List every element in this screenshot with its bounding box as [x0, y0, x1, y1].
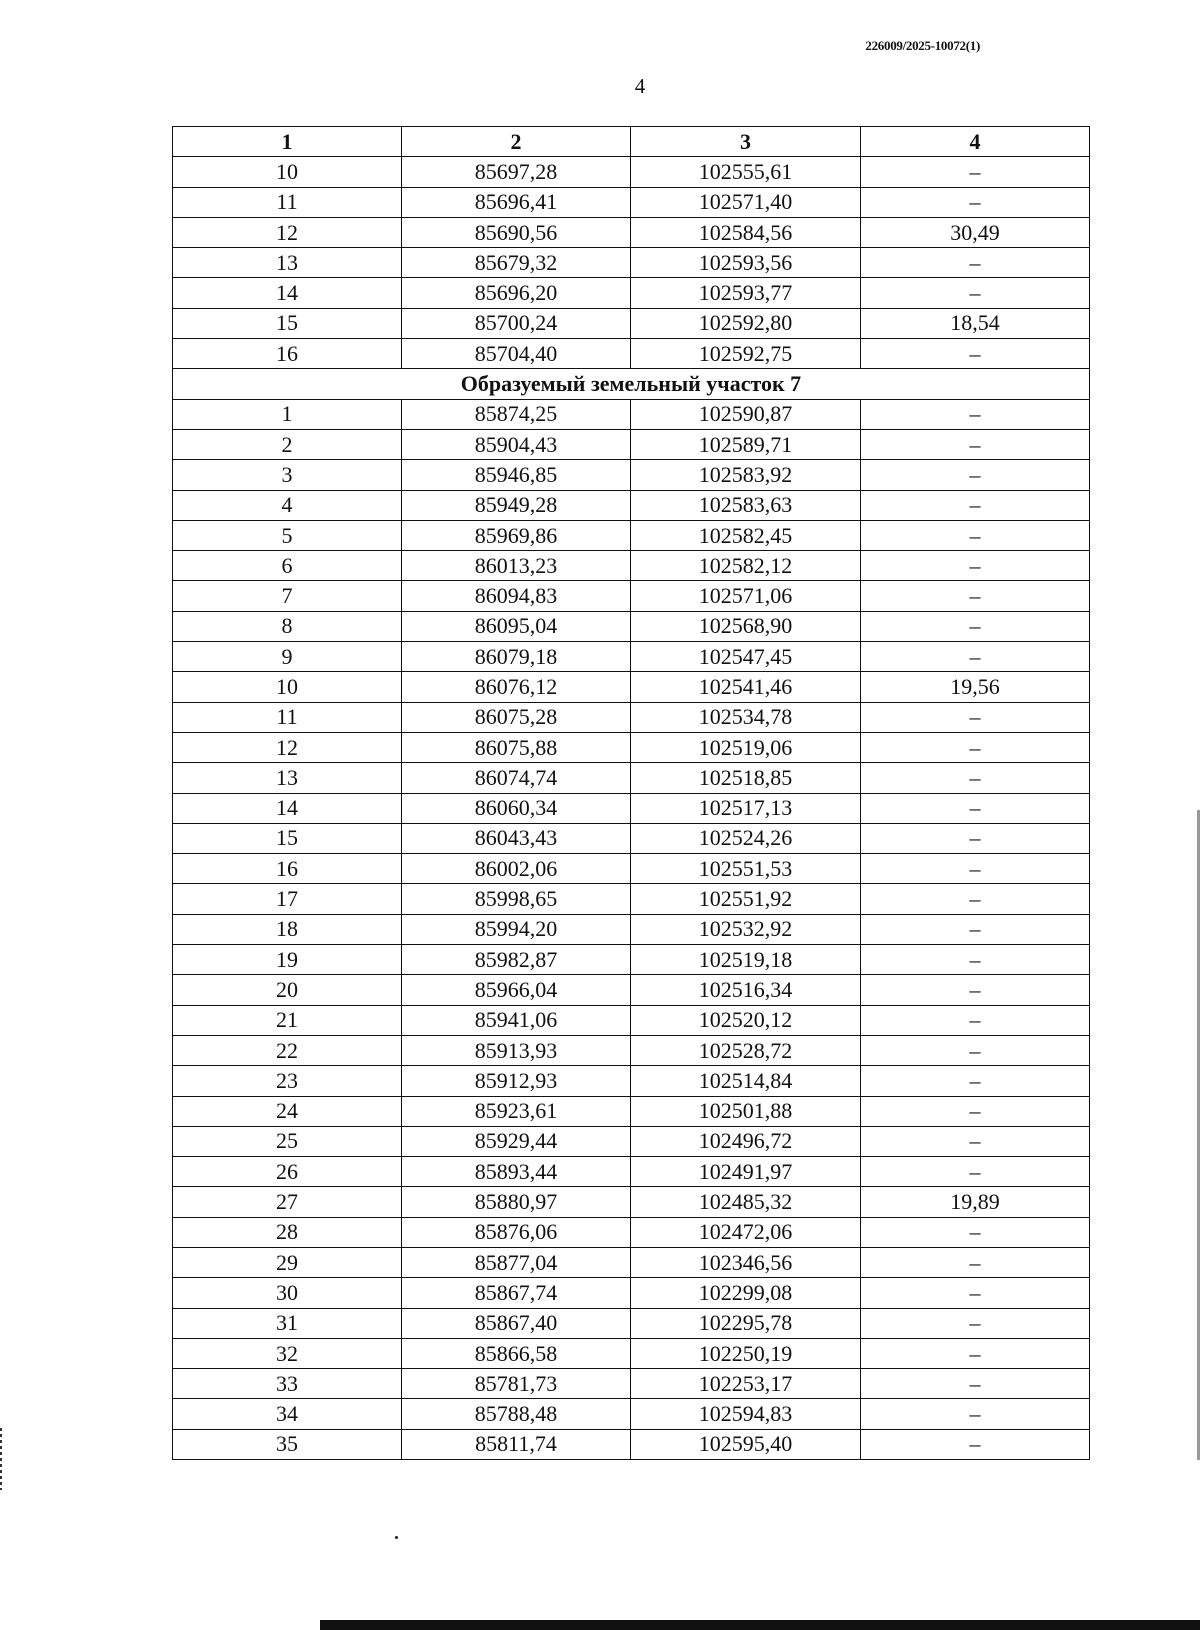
distance-cell: –: [861, 793, 1090, 823]
point-number-cell: 27: [173, 1187, 402, 1217]
table-row: [173, 823, 1090, 853]
distance-cell: –: [861, 520, 1090, 550]
x-coordinate-cell: 86043,43: [402, 823, 631, 853]
scan-bottom-edge: [320, 1620, 1200, 1630]
x-coordinate-cell: 86002,06: [402, 854, 631, 884]
distance-cell: –: [861, 1399, 1090, 1429]
y-coordinate-cell: 102299,08: [631, 1278, 861, 1308]
y-coordinate-cell: 102532,92: [631, 914, 861, 944]
y-coordinate-cell: 102571,06: [631, 581, 861, 611]
y-coordinate-cell: 102514,84: [631, 1066, 861, 1096]
section-row: [173, 369, 1090, 399]
x-coordinate-cell: 85893,44: [402, 1157, 631, 1187]
x-coordinate-cell: 85877,04: [402, 1247, 631, 1277]
x-coordinate-cell: 85696,41: [402, 187, 631, 217]
table-row: [173, 975, 1090, 1005]
distance-cell: –: [861, 1338, 1090, 1368]
point-number-cell: 29: [173, 1247, 402, 1277]
distance-cell: –: [861, 642, 1090, 672]
point-number-cell: 25: [173, 1126, 402, 1156]
x-coordinate-cell: 85874,25: [402, 399, 631, 429]
table-row: [173, 611, 1090, 641]
distance-cell: 19,89: [861, 1187, 1090, 1217]
x-coordinate-cell: 86074,74: [402, 763, 631, 793]
x-coordinate-cell: 86060,34: [402, 793, 631, 823]
table-row: [173, 551, 1090, 581]
x-coordinate-cell: 85949,28: [402, 490, 631, 520]
table-row: [173, 399, 1090, 429]
scan-edge-mark: [0, 1428, 2, 1490]
x-coordinate-cell: 86079,18: [402, 642, 631, 672]
point-number-cell: 24: [173, 1096, 402, 1126]
distance-cell: –: [861, 611, 1090, 641]
x-coordinate-cell: 85690,56: [402, 217, 631, 247]
table-row: [173, 1308, 1090, 1338]
table-row: [173, 520, 1090, 550]
y-coordinate-cell: 102534,78: [631, 702, 861, 732]
point-number-cell: 9: [173, 642, 402, 672]
point-number-cell: 28: [173, 1217, 402, 1247]
point-number-cell: 17: [173, 884, 402, 914]
x-coordinate-cell: 85704,40: [402, 339, 631, 369]
point-number-cell: 15: [173, 823, 402, 853]
table-row: [173, 1278, 1090, 1308]
x-coordinate-cell: 85696,20: [402, 278, 631, 308]
distance-cell: –: [861, 429, 1090, 459]
x-coordinate-cell: 85941,06: [402, 1005, 631, 1035]
point-number-cell: 8: [173, 611, 402, 641]
distance-cell: –: [861, 581, 1090, 611]
point-number-cell: 14: [173, 793, 402, 823]
x-coordinate-cell: 85876,06: [402, 1217, 631, 1247]
table-row: [173, 157, 1090, 187]
table-row: [173, 763, 1090, 793]
x-coordinate-cell: 85679,32: [402, 248, 631, 278]
point-number-cell: 7: [173, 581, 402, 611]
table-row: [173, 1035, 1090, 1065]
distance-cell: –: [861, 399, 1090, 429]
table-row: [173, 642, 1090, 672]
x-coordinate-cell: 86075,28: [402, 702, 631, 732]
y-coordinate-cell: 102555,61: [631, 157, 861, 187]
distance-cell: –: [861, 490, 1090, 520]
page-number: 4: [634, 74, 646, 98]
distance-cell: –: [861, 914, 1090, 944]
x-coordinate-cell: 85946,85: [402, 460, 631, 490]
x-coordinate-cell: 86076,12: [402, 672, 631, 702]
distance-cell: –: [861, 1308, 1090, 1338]
x-coordinate-cell: 85966,04: [402, 975, 631, 1005]
distance-cell: –: [861, 248, 1090, 278]
point-number-cell: 23: [173, 1066, 402, 1096]
table-row: [173, 339, 1090, 369]
y-coordinate-cell: 102592,75: [631, 339, 861, 369]
table-row: [173, 278, 1090, 308]
point-number-cell: 11: [173, 187, 402, 217]
distance-cell: 19,56: [861, 672, 1090, 702]
point-number-cell: 13: [173, 763, 402, 793]
y-coordinate-cell: 102496,72: [631, 1126, 861, 1156]
point-number-cell: 32: [173, 1338, 402, 1368]
x-coordinate-cell: 85811,74: [402, 1429, 631, 1459]
y-coordinate-cell: 102253,17: [631, 1369, 861, 1399]
y-coordinate-cell: 102520,12: [631, 1005, 861, 1035]
x-coordinate-cell: 85929,44: [402, 1126, 631, 1156]
distance-cell: –: [861, 884, 1090, 914]
section-title: Образуемый земельный участок 7: [173, 369, 1090, 399]
table-row: [173, 1217, 1090, 1247]
distance-cell: –: [861, 1096, 1090, 1126]
table-row: [173, 308, 1090, 338]
table-row: [173, 1066, 1090, 1096]
point-number-cell: 33: [173, 1369, 402, 1399]
table-row: [173, 1338, 1090, 1368]
distance-cell: –: [861, 551, 1090, 581]
table-row: [173, 581, 1090, 611]
point-number-cell: 18: [173, 914, 402, 944]
x-coordinate-cell: 86095,04: [402, 611, 631, 641]
x-coordinate-cell: 85923,61: [402, 1096, 631, 1126]
point-number-cell: 35: [173, 1429, 402, 1459]
x-coordinate-cell: 86075,88: [402, 732, 631, 762]
y-coordinate-cell: 102571,40: [631, 187, 861, 217]
distance-cell: –: [861, 1157, 1090, 1187]
y-coordinate-cell: 102590,87: [631, 399, 861, 429]
point-number-cell: 34: [173, 1399, 402, 1429]
point-number-cell: 13: [173, 248, 402, 278]
y-coordinate-cell: 102592,80: [631, 308, 861, 338]
distance-cell: 30,49: [861, 217, 1090, 247]
point-number-cell: 26: [173, 1157, 402, 1187]
y-coordinate-cell: 102518,85: [631, 763, 861, 793]
distance-cell: –: [861, 157, 1090, 187]
y-coordinate-cell: 102595,40: [631, 1429, 861, 1459]
y-coordinate-cell: 102568,90: [631, 611, 861, 641]
distance-cell: –: [861, 339, 1090, 369]
distance-cell: –: [861, 854, 1090, 884]
distance-cell: –: [861, 763, 1090, 793]
table-row: [173, 914, 1090, 944]
distance-cell: –: [861, 732, 1090, 762]
point-number-cell: 5: [173, 520, 402, 550]
y-coordinate-cell: 102250,19: [631, 1338, 861, 1368]
y-coordinate-cell: 102541,46: [631, 672, 861, 702]
point-number-cell: 4: [173, 490, 402, 520]
x-coordinate-cell: 85982,87: [402, 945, 631, 975]
distance-cell: –: [861, 278, 1090, 308]
point-number-cell: 15: [173, 308, 402, 338]
table-row: [173, 460, 1090, 490]
distance-cell: –: [861, 1247, 1090, 1277]
y-coordinate-cell: 102584,56: [631, 217, 861, 247]
distance-cell: –: [861, 1217, 1090, 1247]
point-number-cell: 14: [173, 278, 402, 308]
distance-cell: –: [861, 1066, 1090, 1096]
x-coordinate-cell: 85969,86: [402, 520, 631, 550]
coordinates-table: [172, 126, 1090, 1460]
point-number-cell: 31: [173, 1308, 402, 1338]
y-coordinate-cell: 102472,06: [631, 1217, 861, 1247]
table-row: [173, 1187, 1090, 1217]
point-number-cell: 12: [173, 217, 402, 247]
y-coordinate-cell: 102594,83: [631, 1399, 861, 1429]
table-row: [173, 732, 1090, 762]
y-coordinate-cell: 102491,97: [631, 1157, 861, 1187]
document-id: 226009/2025-10072(1): [865, 38, 980, 53]
table-row: [173, 1369, 1090, 1399]
column-header: 4: [861, 127, 1090, 157]
y-coordinate-cell: 102583,92: [631, 460, 861, 490]
table-row: [173, 187, 1090, 217]
x-coordinate-cell: 85781,73: [402, 1369, 631, 1399]
distance-cell: –: [861, 1369, 1090, 1399]
column-header: 2: [402, 127, 631, 157]
x-coordinate-cell: 86094,83: [402, 581, 631, 611]
point-number-cell: 11: [173, 702, 402, 732]
x-coordinate-cell: 85913,93: [402, 1035, 631, 1065]
point-number-cell: 20: [173, 975, 402, 1005]
x-coordinate-cell: 85998,65: [402, 884, 631, 914]
distance-cell: –: [861, 187, 1090, 217]
y-coordinate-cell: 102517,13: [631, 793, 861, 823]
x-coordinate-cell: 86013,23: [402, 551, 631, 581]
y-coordinate-cell: 102582,45: [631, 520, 861, 550]
table-header-row: [173, 127, 1090, 157]
point-number-cell: 16: [173, 854, 402, 884]
point-number-cell: 21: [173, 1005, 402, 1035]
point-number-cell: 30: [173, 1278, 402, 1308]
table-row: [173, 248, 1090, 278]
x-coordinate-cell: 85788,48: [402, 1399, 631, 1429]
y-coordinate-cell: 102295,78: [631, 1308, 861, 1338]
table-row: [173, 1429, 1090, 1459]
distance-cell: 18,54: [861, 308, 1090, 338]
distance-cell: –: [861, 1035, 1090, 1065]
table-row: [173, 702, 1090, 732]
point-number-cell: 10: [173, 157, 402, 187]
x-coordinate-cell: 85904,43: [402, 429, 631, 459]
table-row: [173, 793, 1090, 823]
point-number-cell: 6: [173, 551, 402, 581]
table-row: [173, 884, 1090, 914]
distance-cell: –: [861, 1005, 1090, 1035]
table-row: [173, 490, 1090, 520]
y-coordinate-cell: 102551,53: [631, 854, 861, 884]
distance-cell: –: [861, 945, 1090, 975]
y-coordinate-cell: 102547,45: [631, 642, 861, 672]
y-coordinate-cell: 102593,77: [631, 278, 861, 308]
x-coordinate-cell: 85994,20: [402, 914, 631, 944]
table-row: [173, 1126, 1090, 1156]
table-row: [173, 672, 1090, 702]
point-number-cell: 10: [173, 672, 402, 702]
point-number-cell: 2: [173, 429, 402, 459]
y-coordinate-cell: 102582,12: [631, 551, 861, 581]
distance-cell: –: [861, 460, 1090, 490]
x-coordinate-cell: 85912,93: [402, 1066, 631, 1096]
y-coordinate-cell: 102528,72: [631, 1035, 861, 1065]
table-row: [173, 945, 1090, 975]
x-coordinate-cell: 85867,74: [402, 1278, 631, 1308]
column-header: 3: [631, 127, 861, 157]
y-coordinate-cell: 102519,06: [631, 732, 861, 762]
y-coordinate-cell: 102583,63: [631, 490, 861, 520]
x-coordinate-cell: 85866,58: [402, 1338, 631, 1368]
x-coordinate-cell: 85880,97: [402, 1187, 631, 1217]
table-row: [173, 1005, 1090, 1035]
distance-cell: –: [861, 1278, 1090, 1308]
point-number-cell: 3: [173, 460, 402, 490]
distance-cell: –: [861, 975, 1090, 1005]
scan-speck: [395, 1536, 398, 1539]
point-number-cell: 19: [173, 945, 402, 975]
y-coordinate-cell: 102593,56: [631, 248, 861, 278]
distance-cell: –: [861, 1429, 1090, 1459]
point-number-cell: 1: [173, 399, 402, 429]
y-coordinate-cell: 102346,56: [631, 1247, 861, 1277]
table-row: [173, 1247, 1090, 1277]
table-row: [173, 429, 1090, 459]
point-number-cell: 22: [173, 1035, 402, 1065]
distance-cell: –: [861, 823, 1090, 853]
distance-cell: –: [861, 1126, 1090, 1156]
table-row: [173, 854, 1090, 884]
point-number-cell: 12: [173, 732, 402, 762]
y-coordinate-cell: 102519,18: [631, 945, 861, 975]
table-row: [173, 217, 1090, 247]
x-coordinate-cell: 85867,40: [402, 1308, 631, 1338]
point-number-cell: 16: [173, 339, 402, 369]
table-row: [173, 1399, 1090, 1429]
table-row: [173, 1096, 1090, 1126]
column-header: 1: [173, 127, 402, 157]
x-coordinate-cell: 85697,28: [402, 157, 631, 187]
y-coordinate-cell: 102485,32: [631, 1187, 861, 1217]
y-coordinate-cell: 102551,92: [631, 884, 861, 914]
distance-cell: –: [861, 702, 1090, 732]
y-coordinate-cell: 102589,71: [631, 429, 861, 459]
y-coordinate-cell: 102501,88: [631, 1096, 861, 1126]
y-coordinate-cell: 102516,34: [631, 975, 861, 1005]
x-coordinate-cell: 85700,24: [402, 308, 631, 338]
table-row: [173, 1157, 1090, 1187]
y-coordinate-cell: 102524,26: [631, 823, 861, 853]
